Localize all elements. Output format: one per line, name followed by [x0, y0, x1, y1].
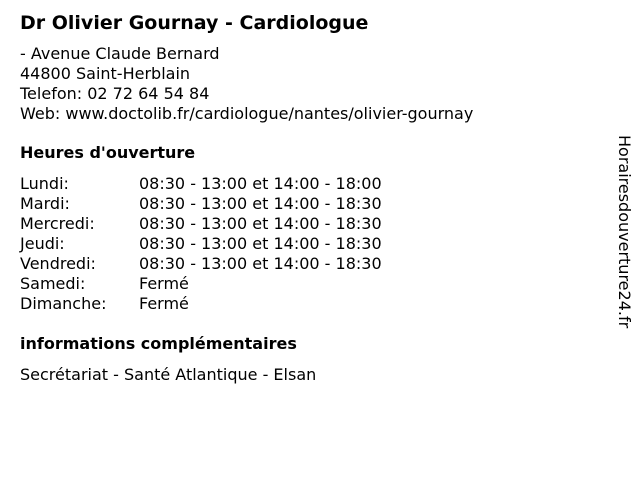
- website-link[interactable]: Web: www.doctolib.fr/cardiologue/nantes/olivier-gournay: [20, 104, 474, 123]
- hours-row-wednesday: [20, 214, 600, 234]
- hours-table: [20, 174, 600, 314]
- hours-row-monday: [20, 174, 600, 194]
- time-value: Fermé: [139, 294, 189, 313]
- day-label: Vendredi:: [20, 254, 96, 273]
- address-block: [20, 44, 600, 124]
- time-value: 08:30 - 13:00 et 14:00 - 18:00: [139, 174, 382, 193]
- phone-number[interactable]: Telefon: 02 72 64 54 84: [20, 84, 210, 103]
- time-value: 08:30 - 13:00 et 14:00 - 18:30: [139, 234, 382, 253]
- page-title: Dr Olivier Gournay - Cardiologue: [20, 12, 369, 34]
- hours-row-sunday: [20, 294, 600, 314]
- city-address: 44800 Saint-Herblain: [20, 64, 191, 83]
- day-label: Samedi:: [20, 274, 86, 293]
- hours-row-tuesday: [20, 194, 600, 214]
- day-label: Mardi:: [20, 194, 70, 213]
- day-label: Lundi:: [20, 174, 69, 193]
- info-heading: informations complémentaires: [20, 334, 297, 353]
- time-value: 08:30 - 13:00 et 14:00 - 18:30: [139, 194, 382, 213]
- day-label: Jeudi:: [20, 234, 65, 253]
- hours-heading: Heures d'ouverture: [20, 143, 196, 162]
- site-watermark: Horairesdouverture24.fr: [615, 135, 634, 329]
- time-value: 08:30 - 13:00 et 14:00 - 18:30: [139, 214, 382, 233]
- hours-row-thursday: [20, 234, 600, 254]
- hours-row-friday: [20, 254, 600, 274]
- street-address: - Avenue Claude Bernard: [20, 44, 220, 63]
- day-label: Dimanche:: [20, 294, 107, 313]
- listing-card: [20, 10, 600, 385]
- day-label: Mercredi:: [20, 214, 95, 233]
- time-value: 08:30 - 13:00 et 14:00 - 18:30: [139, 254, 382, 273]
- info-text: Secrétariat - Santé Atlantique - Elsan: [20, 365, 317, 384]
- hours-row-saturday: [20, 274, 600, 294]
- time-value: Fermé: [139, 274, 189, 293]
